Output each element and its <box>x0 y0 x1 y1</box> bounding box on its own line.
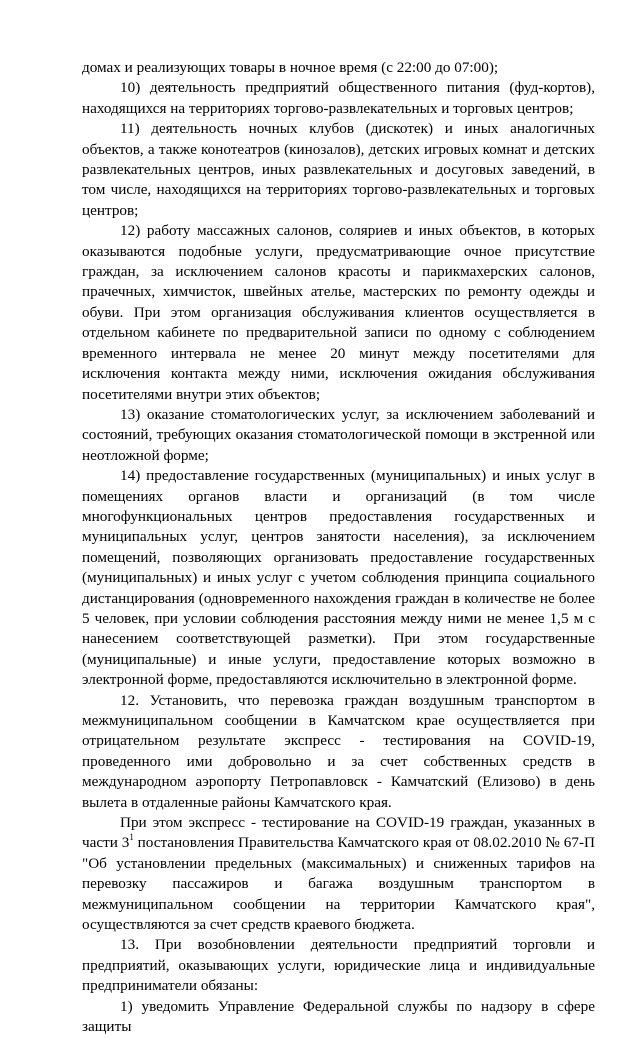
continuation-paragraph: домах и реализующих товары в ночное время (с 22:00 до 07:00); <box>82 59 499 76</box>
list-item-10: 10) деятельность предприятий общественного питания (фуд-кортов), находящихся на территориях торгово-развлекательных и торговых центров; <box>82 79 595 117</box>
list-item-12: 12) работу массажных салонов, соляриев и иных объектов, в которых оказываются подобные услуги, предусматривающие очное присутствие граждан, за исключением салонов красоты и парикмахерских салонов, прачечных, химчисток, швейных ателье, мастерских по ремонту одежды и обуви. При этом организация обслуживания клиентов осуществляется в отдельном кабинете по предварительной записи по одному с соблюдением временного интервала не менее 20 минут между посетителями для исключения контакта между ними, исключения ожидания обслуживания посетителями внутри этих объектов; <box>82 222 595 403</box>
testing-text-after: постановления Правительства Камчатского края от 08.02.2010 № 67-П "Об установлении предельных (максимальных) и сниженных тарифов на перевозку пассажиров и багажа воздушным транспортом в межмуниципальном сообщении на территории Камчатского края", осуществляются за счет средств краевого бюджета. <box>82 834 595 934</box>
list-item-13: 13) оказание стоматологических услуг, за исключением заболеваний и состояний, требующих оказания стоматологической помощи в экстренной или неотложной форме; <box>82 405 595 464</box>
section-13-paragraph: 13. При возобновлении деятельности предприятий торговли и предприятий, оказывающих услуги, юридические лица и индивидуальные предприниматели обязаны: <box>82 936 595 995</box>
section-12-paragraph: 12. Установить, что перевозка граждан воздушным транспортом в межмуниципальном сообщении в Камчатском крае осуществляется при отрицательном результате экспресс - тестирования на COVID-19, проведенного ими добровольно и за счет собственных средств в международном аэропорту Петропавловск - Камчатский (Елизово) в день вылета в отдаленные районы Камчатского края. <box>82 691 595 811</box>
list-item-14: 14) предоставление государственных (муниципальных) и иных услуг в помещениях органов власти и организаций (в том числе многофункциональных центров предоставления государственных и муниципальных услуг, центров занятости населения), за исключением помещений, позволяющих организовать предоставление государственных (муниципальных) и иных услуг с учетом соблюдения принципа социального дистанцирования (одновременного нахождения граждан в количестве не более 5 человек, при условии соблюдения расстояния между ними не менее 1,5 м с нанесением соответствующей разметки). При этом государственные (муниципальные) и иные услуги, предоставление которых возможно в электронной форме, предоставляются исключительно в электронной форме. <box>82 467 595 689</box>
list-item-1: 1) уведомить Управление Федеральной службы по надзору в сфере защиты <box>82 997 595 1036</box>
testing-text-before: При этом экспресс - тестирование на COVID-19 граждан, указанных в части 3 <box>82 814 595 852</box>
part-superscript: 1 <box>129 832 134 843</box>
document-page <box>82 58 595 1038</box>
testing-paragraph <box>82 813 595 935</box>
list-item-11: 11) деятельность ночных клубов (дискотек) и иных аналогичных объектов, а также конотеатров (кинозалов), детских игровых комнат и детских развлекательных центров, иных развлекательных и досуговых заведений, в том числе, находящихся на территориях торгово-развлекательных и торговых центров; <box>82 120 595 219</box>
